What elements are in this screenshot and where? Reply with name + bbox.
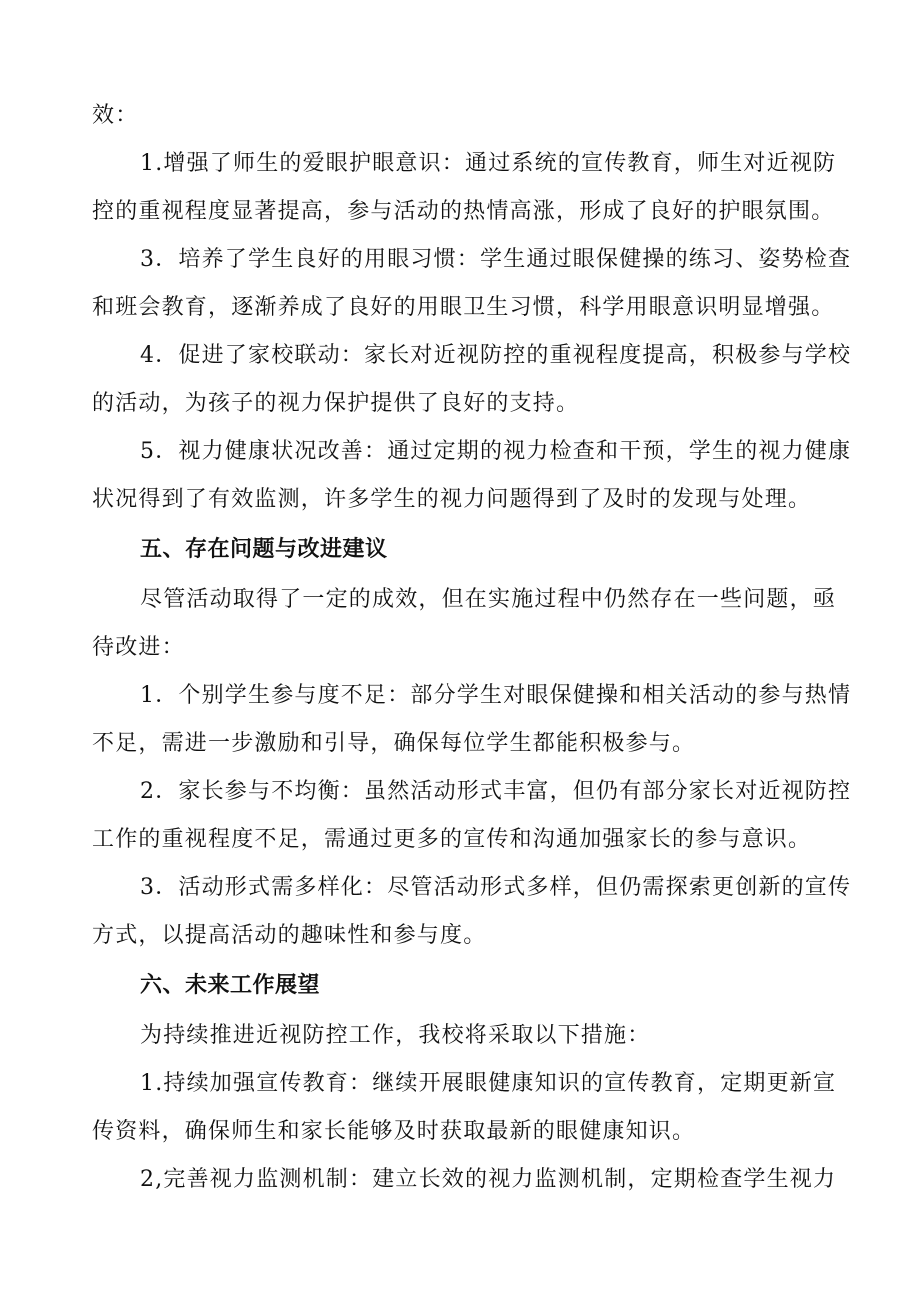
paragraph-item-3: 3．培养了学生良好的用眼习惯：学生通过眼保健操的练习、姿势检查和班会教育，逐渐养成了良好的用眼卫生习惯，科学用眼意识明显增强。	[92, 247, 852, 320]
paragraph-item-4: 4．促进了家校联动：家长对近视防控的重视程度提高，积极参与学校的活动，为孩子的视力保护提供了良好的支持。	[92, 343, 852, 416]
section-heading-5: 五、存在问题与改进建议	[140, 537, 388, 562]
section-heading-6: 六、未来工作展望	[140, 973, 321, 998]
paragraph-intro-measures: 为持续推进近视防控工作，我校将采取以下措施：	[140, 1023, 651, 1048]
paragraph-problem-3: 3．活动形式需多样化：尽管活动形式多样，但仍需探索更创新的宣传方式，以提高活动的趣味性和参与度。	[92, 875, 852, 948]
paragraph-item-1: 1.增强了师生的爱眼护眼意识：通过系统的宣传教育，师生对近视防控的重视程度显著提高，参与活动的热情高涨，形成了良好的护眼氛围。	[92, 151, 837, 224]
paragraph-intro-problems: 尽管活动取得了一定的成效，但在实施过程中仍然存在一些问题，亟待改进：	[92, 587, 837, 660]
paragraph-problem-2: 2．家长参与不均衡：虽然活动形式丰富，但仍有部分家长对近视防控工作的重视程度不足，需通过更多的宣传和沟通加强家长的参与意识。	[92, 779, 852, 852]
paragraph-measure-1: 1.持续加强宣传教育：继续开展眼健康知识的宣传教育，定期更新宣传资料，确保师生和家长能够及时获取最新的眼健康知识。	[92, 1071, 837, 1144]
paragraph-item-5: 5．视力健康状况改善：通过定期的视力检查和干预，学生的视力健康状况得到了有效监测，许多学生的视力问题得到了及时的发现与处理。	[92, 439, 852, 512]
paragraph-problem-1: 1．个别学生参与度不足：部分学生对眼保健操和相关活动的参与热情不足，需进一步激励和引导，确保每位学生都能积极参与。	[92, 683, 852, 756]
paragraph-continuation: 效：	[92, 103, 139, 128]
paragraph-measure-2: 2,完善视力监测机制：建立长效的视力监测机制，定期检查学生视力	[140, 1167, 837, 1192]
